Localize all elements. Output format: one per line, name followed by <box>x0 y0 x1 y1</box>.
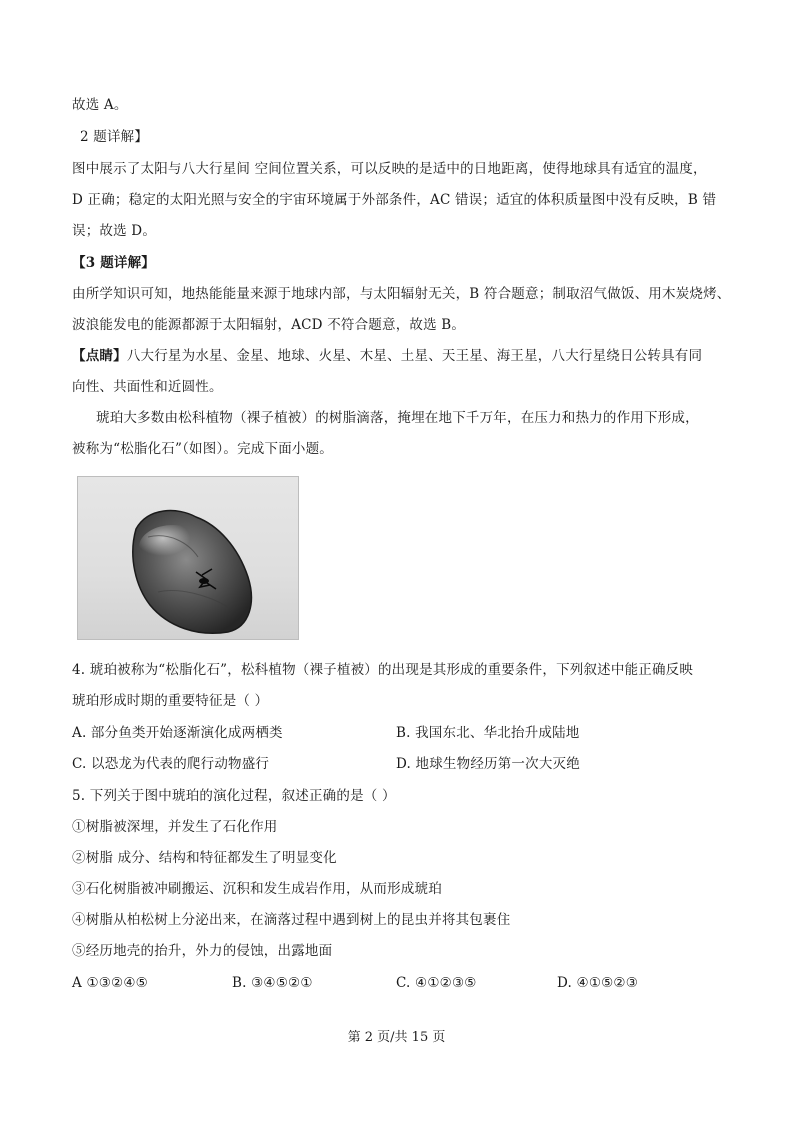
q3-explanation-line-2: 波浪能发电的能源都源于太阳辐射，ACD 不符合题意，故选 B。 <box>72 317 466 333</box>
insect-body <box>199 578 209 584</box>
q5-statement-5: ⑤经历地壳的抬升，外力的侵蚀，出露地面 <box>72 943 333 959</box>
q4-option-a: A. 部分鱼类开始逐渐演化成两栖类 <box>72 725 283 741</box>
q5-option-b: B. ③④⑤②① <box>232 975 313 991</box>
section-heading-q3: 【3 题详解】 <box>72 255 155 271</box>
q2-explanation-line-1: 图中展示了太阳与八大行星间 空间位置关系，可以反映的是适中的日地距离，使得地球具有适宜的温度， <box>72 161 707 177</box>
q2-explanation-line-3: 误；故选 D。 <box>72 223 157 239</box>
answer-line-1: 故选 A。 <box>72 97 128 113</box>
q5-statement-2: ②树脂 成分、结构和特征都发生了明显变化 <box>72 850 337 866</box>
q5-option-a: A ①③②④⑤ <box>72 975 148 991</box>
q5-option-d: D. ④①⑤②③ <box>557 975 639 991</box>
tip-text: 八大行星为水星、金星、地球、火星、木星、土星、天王星、海王星，八大行星绕日公转具有同 <box>126 348 703 364</box>
amber-photo <box>77 476 299 640</box>
q3-explanation-line-1: 由所学知识可知，地热能能量来源于地球内部，与太阳辐射无关，B 符合题意；制取沼气做饭、用木炭烧烤、 <box>72 286 731 302</box>
q4-stem-line-1: 4. 琥珀被称为“松脂化石”，松科植物（裸子植被）的出现是其形成的重要条件，下列叙述中能正确反映 <box>72 662 694 678</box>
page-footer: 第 2 页/共 15 页 <box>347 1030 446 1045</box>
tip-line-2: 向性、共面性和近圆性。 <box>72 379 223 395</box>
intro-line-1: 琥珀大多数由松科植物（裸子植被）的树脂滴落，掩埋在地下千万年，在压力和热力的作用下形成， <box>96 410 699 426</box>
amber-highlight <box>139 525 207 569</box>
q4-option-c: C. 以恐龙为代表的爬行动物盛行 <box>72 756 270 772</box>
q5-stem: 5. 下列关于图中琥珀的演化过程，叙述正确的是（ ） <box>72 788 396 804</box>
q4-stem-line-2: 琥珀形成时期的重要特征是（ ） <box>72 693 269 709</box>
q5-statement-1: ①树脂被深埋，并发生了石化作用 <box>72 819 278 835</box>
q2-explanation-line-2: D 正确；稳定的太阳光照与安全的宇宙环境属于外部条件，AC 错误；适宜的体积质量图中没有反映，B 错 <box>72 192 717 208</box>
tip-heading: 【点睛】 <box>72 348 127 364</box>
q4-option-d: D. 地球生物经历第一次大灭绝 <box>396 756 580 772</box>
q5-statement-3: ③石化树脂被冲刷搬运、沉积和发生成岩作用，从而形成琥珀 <box>72 881 442 897</box>
q4-option-b: B. 我国东北、华北抬升成陆地 <box>396 725 580 741</box>
q5-option-c: C. ④①②③⑤ <box>396 975 477 991</box>
tip-line-1 <box>72 347 702 365</box>
q5-statement-4: ④树脂从柏松树上分泌出来，在滴落过程中遇到树上的昆虫并将其包裹住 <box>72 912 511 928</box>
amber-image <box>78 477 298 639</box>
section-heading-q2: 2 题详解】 <box>80 129 149 145</box>
intro-line-2: 被称为“松脂化石”（如图）。完成下面小题。 <box>72 441 334 457</box>
